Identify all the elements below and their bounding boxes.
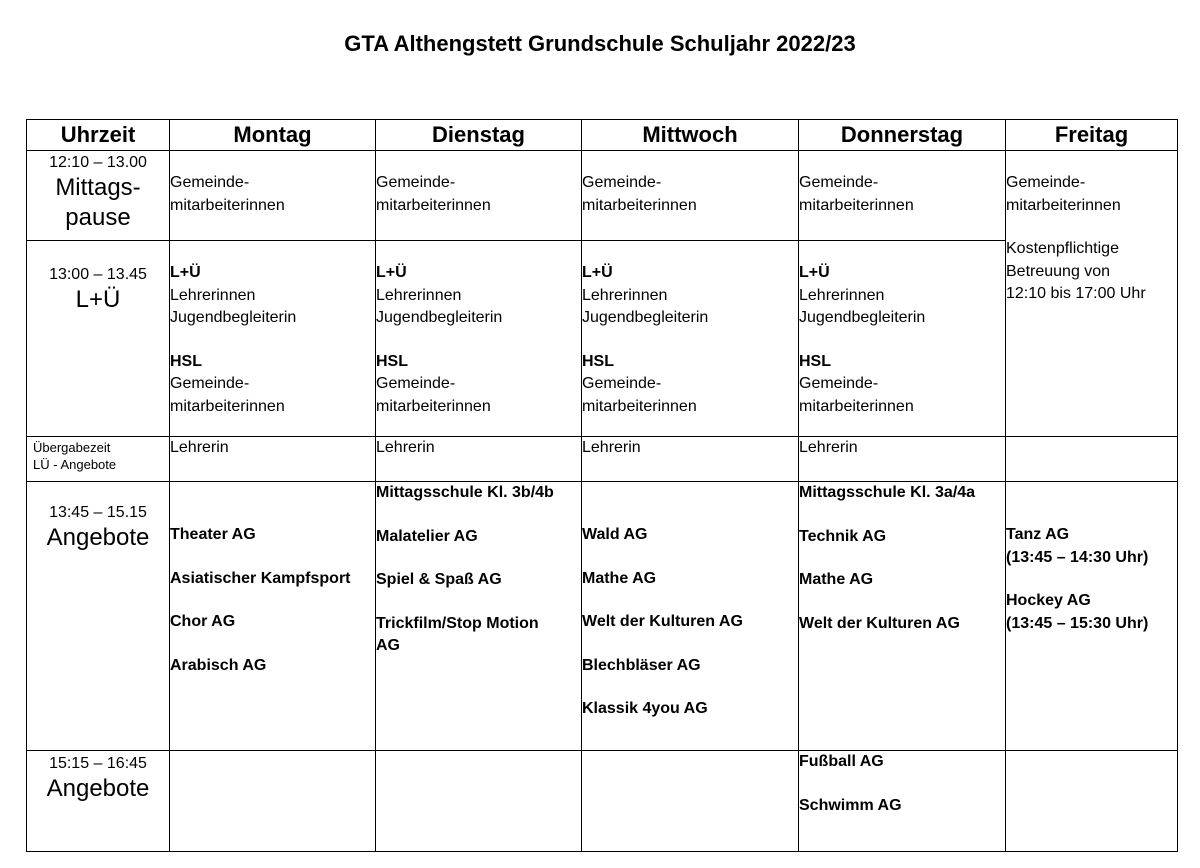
slot-label: Übergabezeit — [33, 440, 111, 455]
header-row — [27, 120, 1178, 151]
cell-text: Jugendbegleiterin — [582, 309, 709, 326]
cell-heading: L+Ü — [799, 264, 830, 281]
cell-donnerstag-angebote — [799, 482, 1006, 751]
cell-text: Lehrerin — [799, 439, 858, 456]
cell-text: Gemeinde- — [582, 174, 662, 191]
offer-item: Mathe AG — [799, 571, 874, 588]
cell-mittwoch-uebergang — [582, 437, 799, 482]
cell-freitag-uebergang — [1006, 437, 1178, 482]
cell-donnerstag-uebergang — [799, 437, 1006, 482]
offer-item: Malatelier AG — [376, 527, 478, 545]
cell-heading: HSL — [582, 352, 614, 370]
schedule-table — [26, 119, 1178, 852]
offer-item: Fußball AG — [799, 753, 884, 770]
cell-freitag-betreuung — [1006, 151, 1178, 437]
offer-item: Theater AG — [170, 526, 256, 543]
time-range: 13:45 – 15.15 — [49, 504, 147, 521]
offer-item: Spiel & Spaß AG — [376, 571, 502, 588]
offer-item: Asiatischer Kampfsport — [170, 569, 351, 587]
slot-label: Angebote — [46, 775, 150, 802]
offer-item: Tanz AG — [1006, 526, 1070, 543]
header-freitag: Freitag — [1006, 120, 1178, 151]
offer-item: Wald AG — [582, 526, 648, 543]
cell-text: Gemeinde- — [376, 174, 456, 191]
cell-mittwoch-angebote-2 — [582, 751, 799, 852]
time-cell-uebergabezeit — [27, 437, 170, 482]
slot-label: L+Ü — [75, 286, 121, 313]
cell-text: mitarbeiterinnen — [582, 397, 697, 415]
offer-time: (13:45 – 15:30 Uhr) — [1006, 614, 1149, 632]
cell-text: mitarbeiterinnen — [582, 196, 697, 214]
cell-text: Gemeinde- — [170, 174, 250, 191]
offer-item: Schwimm AG — [799, 796, 902, 814]
cell-text: Lehrerin — [170, 439, 229, 456]
cell-text: Lehrerin — [376, 439, 435, 456]
time-cell-mittagspause — [27, 151, 170, 241]
row-angebote-1 — [27, 482, 1178, 751]
offer-item: Welt der Kulturen AG — [799, 614, 960, 632]
cell-freitag-angebote — [1006, 482, 1178, 751]
cell-mittwoch-mittag — [582, 151, 799, 241]
header-mittwoch: Mittwoch — [582, 120, 799, 151]
cell-text: mitarbeiterinnen — [376, 196, 491, 214]
header-montag: Montag — [170, 120, 376, 151]
cell-text: mitarbeiterinnen — [170, 196, 285, 214]
offer-item: Mittagsschule Kl. 3a/4a — [799, 484, 976, 501]
offer-item: Technik AG — [799, 527, 887, 545]
slot-label: Angebote — [46, 524, 150, 551]
cell-dienstag-angebote — [376, 482, 582, 751]
cell-text: Gemeinde- — [799, 174, 879, 191]
cell-text: Lehrerinnen — [799, 286, 885, 304]
cell-montag-uebergang — [170, 437, 376, 482]
offer-item: Klassik 4you AG — [582, 700, 708, 717]
cell-montag-lu — [170, 241, 376, 437]
cell-text: mitarbeiterinnen — [1006, 196, 1121, 214]
cell-heading: HSL — [376, 352, 408, 370]
cell-donnerstag-angebote-2 — [799, 751, 1006, 852]
cell-text: Gemeinde- — [376, 375, 456, 392]
cell-text: Lehrerinnen — [376, 286, 462, 304]
cell-heading: HSL — [799, 352, 831, 370]
cell-text: Jugendbegleiterin — [376, 309, 503, 326]
cell-heading: L+Ü — [582, 264, 613, 281]
cell-dienstag-mittag — [376, 151, 582, 241]
cell-heading: L+Ü — [376, 264, 407, 281]
offer-item: Arabisch AG — [170, 656, 267, 674]
offer-item: Mittagsschule Kl. 3b/4b — [376, 484, 554, 501]
cell-dienstag-lu — [376, 241, 582, 437]
cell-text: Jugendbegleiterin — [170, 309, 297, 326]
cell-text: Lehrerinnen — [582, 286, 668, 304]
cell-donnerstag-lu — [799, 241, 1006, 437]
slot-label: LÜ - Angebote — [33, 457, 117, 472]
cell-text: Gemeinde- — [582, 375, 662, 392]
row-uebergabezeit — [27, 437, 1178, 482]
cell-text: Kostenpflichtige — [1006, 240, 1119, 257]
cell-text: Gemeinde- — [1006, 174, 1086, 191]
cell-dienstag-uebergang — [376, 437, 582, 482]
cell-heading: HSL — [170, 352, 202, 370]
cell-text: Betreuung von — [1006, 262, 1111, 280]
time-cell-angebote-2 — [27, 751, 170, 852]
time-range: 15:15 – 16:45 — [49, 755, 147, 772]
header-dienstag: Dienstag — [376, 120, 582, 151]
cell-montag-angebote — [170, 482, 376, 751]
cell-text: Lehrerin — [582, 439, 641, 456]
cell-mittwoch-lu — [582, 241, 799, 437]
header-donnerstag: Donnerstag — [799, 120, 1006, 151]
time-cell-lu — [27, 241, 170, 437]
offer-item: Welt der Kulturen AG — [582, 613, 743, 630]
header-uhrzeit: Uhrzeit — [27, 120, 170, 151]
cell-donnerstag-mittag — [799, 151, 1006, 241]
row-angebote-2 — [27, 751, 1178, 852]
row-lu — [27, 241, 1178, 437]
offer-item: Chor AG — [170, 613, 236, 630]
cell-text: mitarbeiterinnen — [376, 397, 491, 415]
cell-text: Lehrerinnen — [170, 286, 256, 304]
offer-item: Blechbläser AG — [582, 656, 701, 674]
cell-montag-angebote-2 — [170, 751, 376, 852]
cell-text: Gemeinde- — [170, 375, 250, 392]
cell-montag-mittag — [170, 151, 376, 241]
cell-freitag-angebote-2 — [1006, 751, 1178, 852]
offer-item: Mathe AG — [582, 569, 657, 587]
time-range: 13:00 – 13.45 — [49, 266, 147, 283]
row-mittagspause — [27, 151, 1178, 241]
cell-text: Gemeinde- — [799, 375, 879, 392]
slot-label: Mittags- — [55, 174, 141, 201]
cell-mittwoch-angebote — [582, 482, 799, 751]
offer-item: Trickfilm/Stop Motion — [376, 614, 539, 632]
cell-text: Jugendbegleiterin — [799, 309, 926, 326]
time-range: 12:10 – 13.00 — [49, 154, 147, 171]
offer-item: Hockey AG — [1006, 592, 1091, 609]
cell-text: mitarbeiterinnen — [799, 196, 914, 214]
cell-text: mitarbeiterinnen — [170, 397, 285, 415]
offer-item: AG — [376, 637, 400, 654]
time-cell-angebote-1 — [27, 482, 170, 751]
cell-dienstag-angebote-2 — [376, 751, 582, 852]
cell-text: mitarbeiterinnen — [799, 397, 914, 415]
document-title: GTA Althengstett Grundschule Schuljahr 2022/23 — [344, 31, 856, 56]
cell-heading: L+Ü — [170, 264, 201, 281]
offer-time: (13:45 – 14:30 Uhr) — [1006, 548, 1149, 566]
slot-label: pause — [65, 204, 131, 231]
cell-text: 12:10 bis 17:00 Uhr — [1006, 285, 1146, 302]
